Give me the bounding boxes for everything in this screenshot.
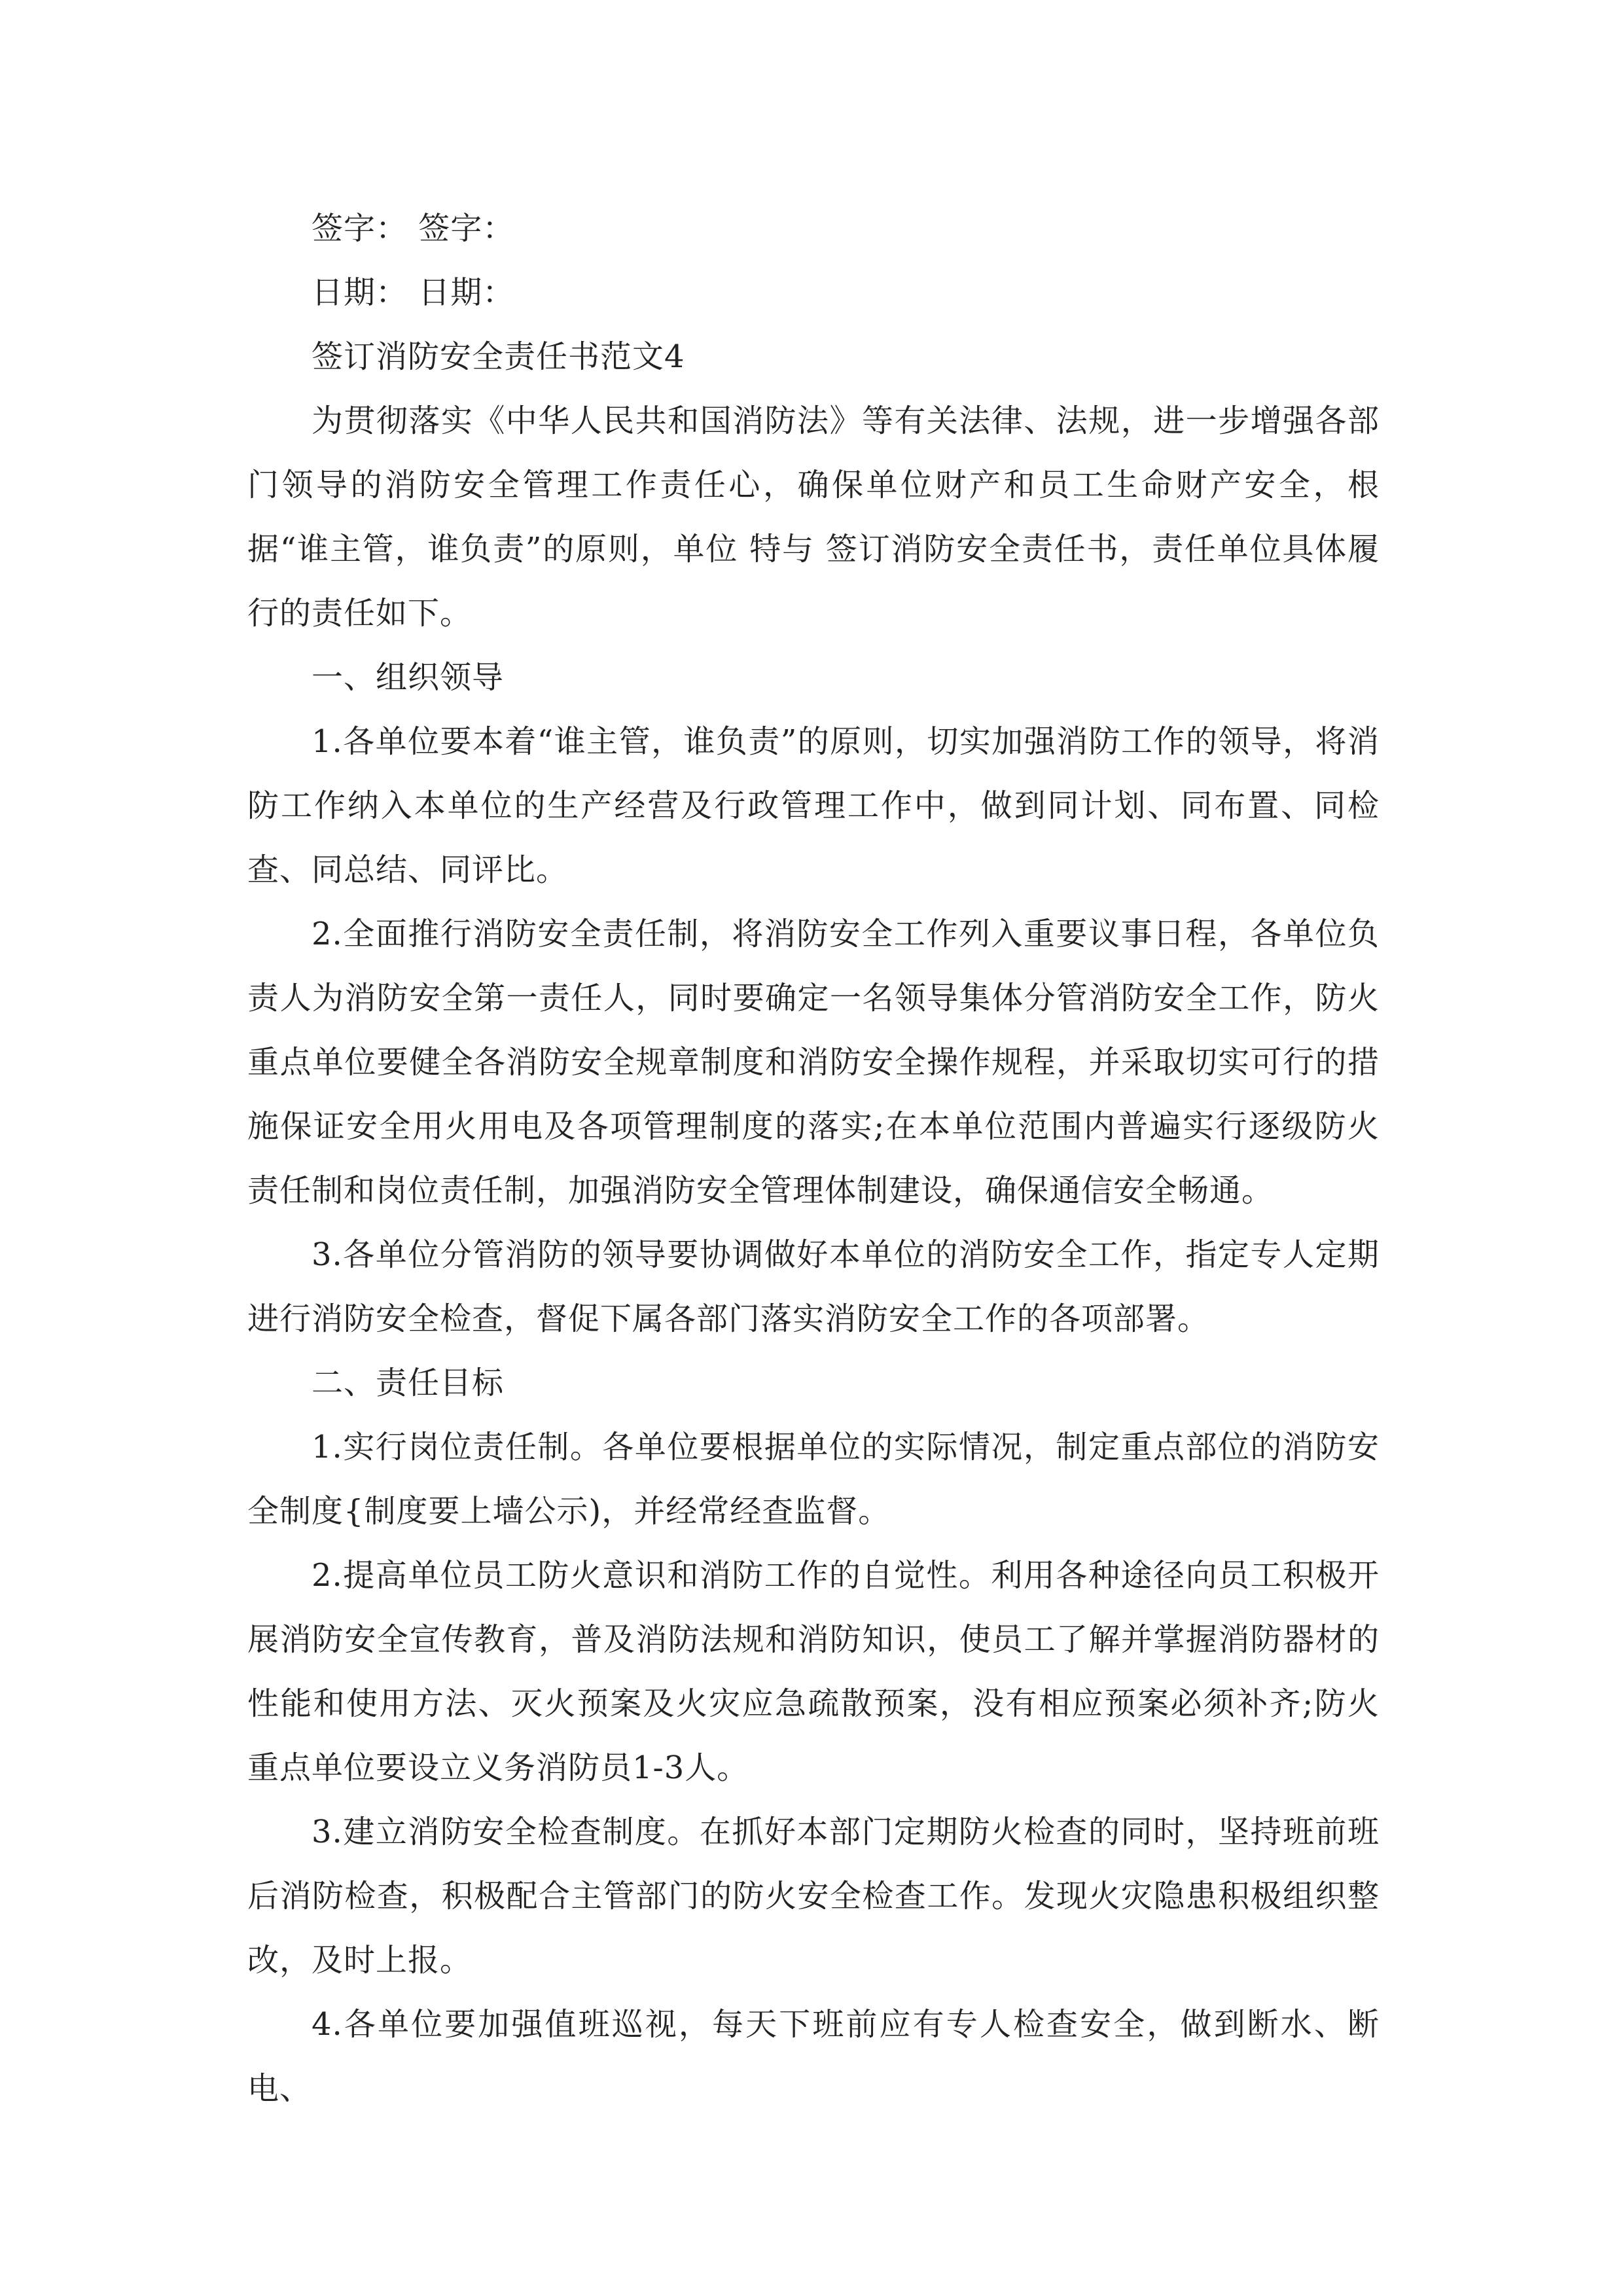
signature-line: 签字： 签字： bbox=[312, 210, 515, 247]
intro-paragraph: 为贯彻落实《中华人民共和国消防法》等有关法律、法规，进一步增强各部门领导的消防安全管理工作责任心，确保单位财产和员工生命财产安全，根据“谁主管，谁负责”的原则，单位 特与 签订消防安全责任书，责任单位具体履行的责任如下。 bbox=[247, 403, 1380, 632]
document-title: 签订消防安全责任书范文4 bbox=[312, 338, 685, 375]
section1-item-3: 3.各单位分管消防的领导要协调做好本单位的消防安全工作，指定专人定期进行消防安全检查，督促下属各部门落实消防安全工作的各项部署。 bbox=[247, 1236, 1380, 1337]
section2-item-3: 3.建立消防安全检查制度。在抓好本部门定期防火检查的同时，坚持班前班后消防检查，积极配合主管部门的防火安全检查工作。发现火灾隐患积极组织整改，及时上报。 bbox=[247, 1814, 1380, 1979]
section2-item-1: 1.实行岗位责任制。各单位要根据单位的实际情况，制定重点部位的消防安全制度{制度要上墙公示)，并经常经查监督。 bbox=[247, 1429, 1380, 1530]
section1-item-1: 1.各单位要本着“谁主管，谁负责”的原则，切实加强消防工作的领导，将消防工作纳入本单位的生产经营及行政管理工作中，做到同计划、同布置、同检查、同总结、同评比。 bbox=[247, 723, 1380, 888]
date-line: 日期： 日期： bbox=[312, 274, 515, 311]
section2-item-2: 2.提高单位员工防火意识和消防工作的自觉性。利用各种途径向员工积极开展消防安全宣传教育，普及消防法规和消防知识，使员工了解并掌握消防器材的性能和使用方法、灭火预案及火灾应急疏散预案，没有相应预案必须补齐;防火重点单位要设立义务消防员1-3人。 bbox=[247, 1557, 1380, 1786]
section2-item-4: 4.各单位要加强值班巡视，每天下班前应有专人检查安全，做到断水、断电、 bbox=[247, 2006, 1380, 2107]
section1-item-2: 2.全面推行消防安全责任制，将消防安全工作列入重要议事日程，各单位负责人为消防安全第一责任人，同时要确定一名领导集体分管消防安全工作，防火重点单位要健全各消防安全规章制度和消防安全操作规程，并采取切实可行的措施保证安全用火用电及各项管理制度的落实;在本单位范围内普遍实行逐级防火责任制和岗位责任制，加强消防安全管理体制建设，确保通信安全畅通。 bbox=[247, 916, 1380, 1209]
section-heading-organization: 一、组织领导 bbox=[312, 659, 505, 696]
section-heading-responsibility-goals: 二、责任目标 bbox=[312, 1365, 505, 1401]
document-body bbox=[247, 196, 1380, 2121]
